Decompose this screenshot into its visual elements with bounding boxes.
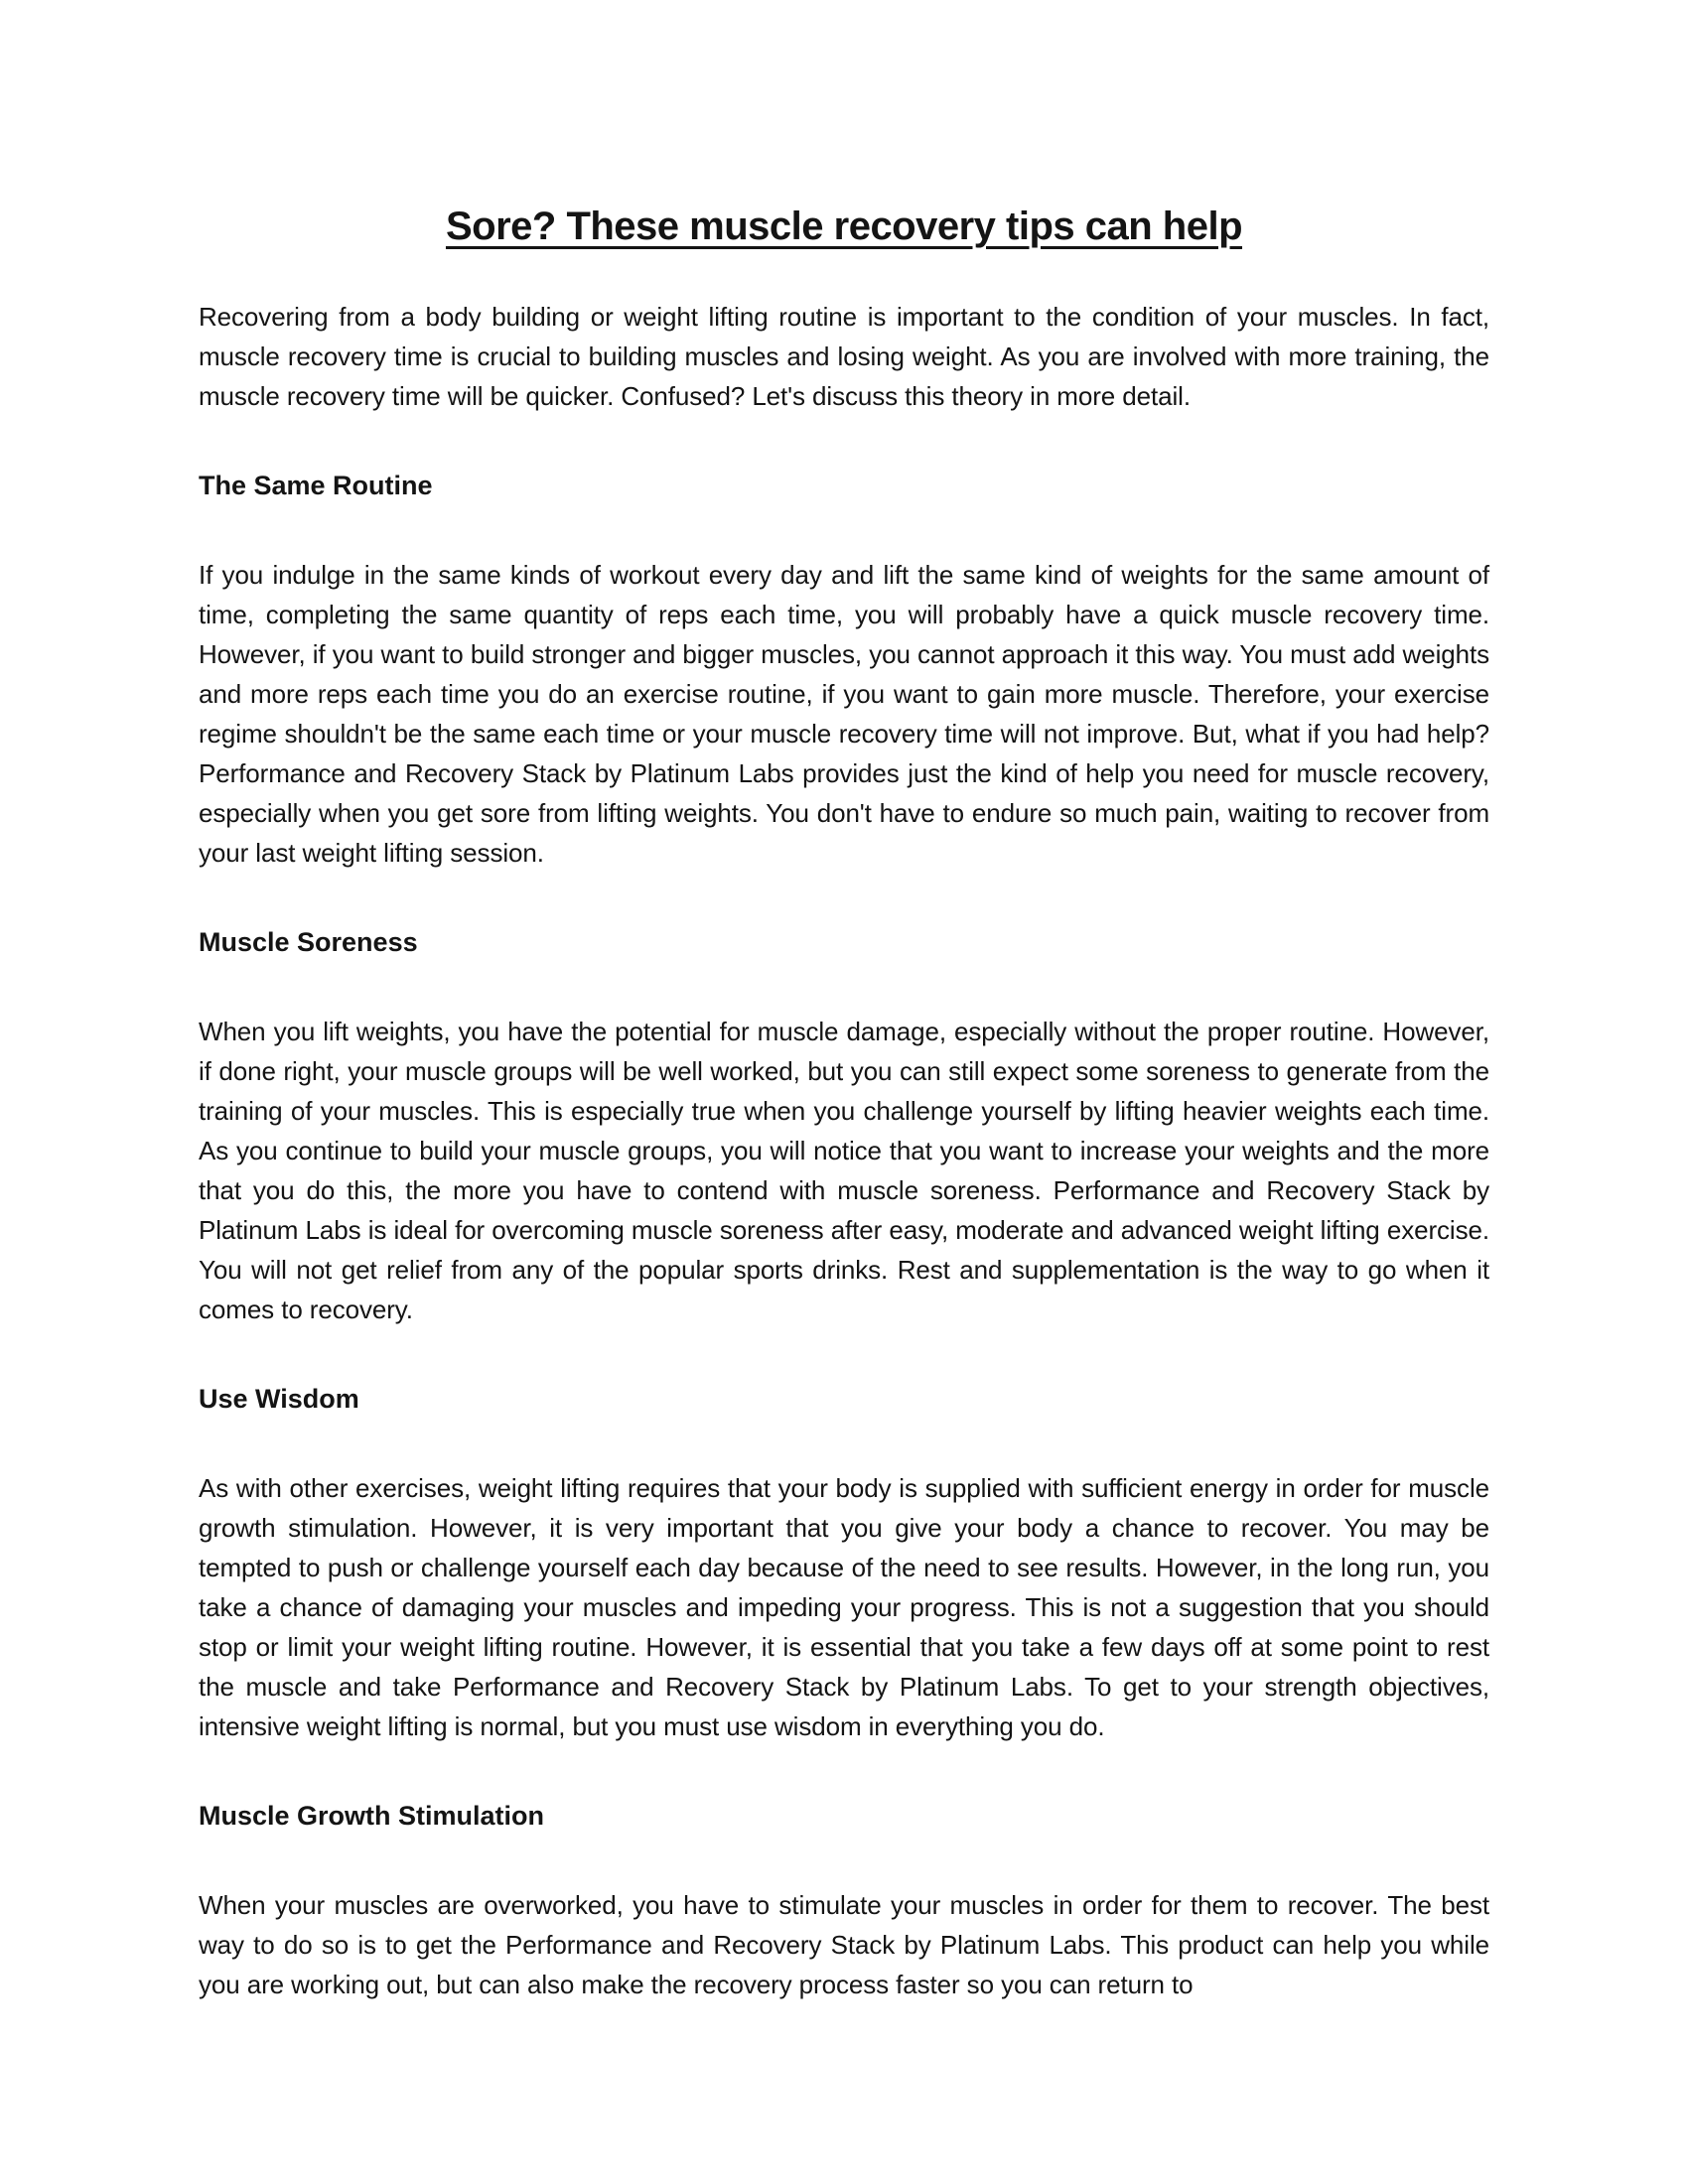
section-heading-the-same-routine: The Same Routine <box>199 471 433 500</box>
section-heading-muscle-soreness: Muscle Soreness <box>199 927 418 957</box>
document-title: Sore? These muscle recovery tips can help <box>445 205 1243 248</box>
section-paragraph-muscle-soreness: When you lift weights, you have the potential for muscle damage, especially without the proper routine. However, if done right, your muscle groups will be well worked, but you can still expect some soreness to generate from the training of your muscles. This is especially true when you challenge yourself by lifting heavier weights each time. As you continue to build your muscle groups, you will notice that you want to increase your weights and the more that you do this, the more you have to contend with muscle soreness. Performance and Recovery Stack by Platinum Labs is ideal for overcoming muscle soreness after easy, moderate and advanced weight lifting exercise. You will not get relief from any of the popular sports drinks. Rest and supplementation is the way to go when it comes to recovery. <box>199 1017 1489 1324</box>
section-paragraph-the-same-routine: If you indulge in the same kinds of workout every day and lift the same kind of weights for the same amount of time, completing the same quantity of reps each time, you will probably have a quick muscle recovery time. However, if you want to build stronger and bigger muscles, you cannot approach it this way. You must add weights and more reps each time you do an exercise routine, if you want to gain more muscle. Therefore, your exercise regime shouldn't be the same each time or your muscle recovery time will not improve. But, what if you had help? Performance and Recovery Stack by Platinum Labs provides just the kind of help you need for muscle recovery, especially when you get sore from lifting weights. You don't have to endure so much pain, waiting to recover from your last weight lifting session. <box>199 560 1489 868</box>
section-paragraph-use-wisdom: As with other exercises, weight lifting requires that your body is supplied with sufficient energy in order for muscle growth stimulation. However, it is very important that you give your body a chance to recover. You may be tempted to push or challenge yourself each day because of the need to see results. However, in the long run, you take a chance of damaging your muscles and impeding your progress. This is not a suggestion that you should stop or limit your weight lifting routine. However, it is essential that you take a few days off at some point to rest the muscle and take Performance and Recovery Stack by Platinum Labs. To get to your strength objectives, intensive weight lifting is normal, but you must use wisdom in everything you do. <box>199 1473 1489 1741</box>
section-paragraph-muscle-growth-stimulation: When your muscles are overworked, you have to stimulate your muscles in order for them to recover. The best way to do so is to get the Performance and Recovery Stack by Platinum Labs. This product can help you while you are working out, but can also make the recovery process faster so you can return to <box>199 1890 1489 1999</box>
section-heading-use-wisdom: Use Wisdom <box>199 1384 359 1414</box>
intro-paragraph: Recovering from a body building or weight lifting routine is important to the condition of your muscles. In fact, muscle recovery time is crucial to building muscles and losing weight. As you are involved with more training, the muscle recovery time will be quicker. Confused? Let's discuss this theory in more detail. <box>199 302 1489 411</box>
section-heading-muscle-growth-stimulation: Muscle Growth Stimulation <box>199 1801 545 1831</box>
